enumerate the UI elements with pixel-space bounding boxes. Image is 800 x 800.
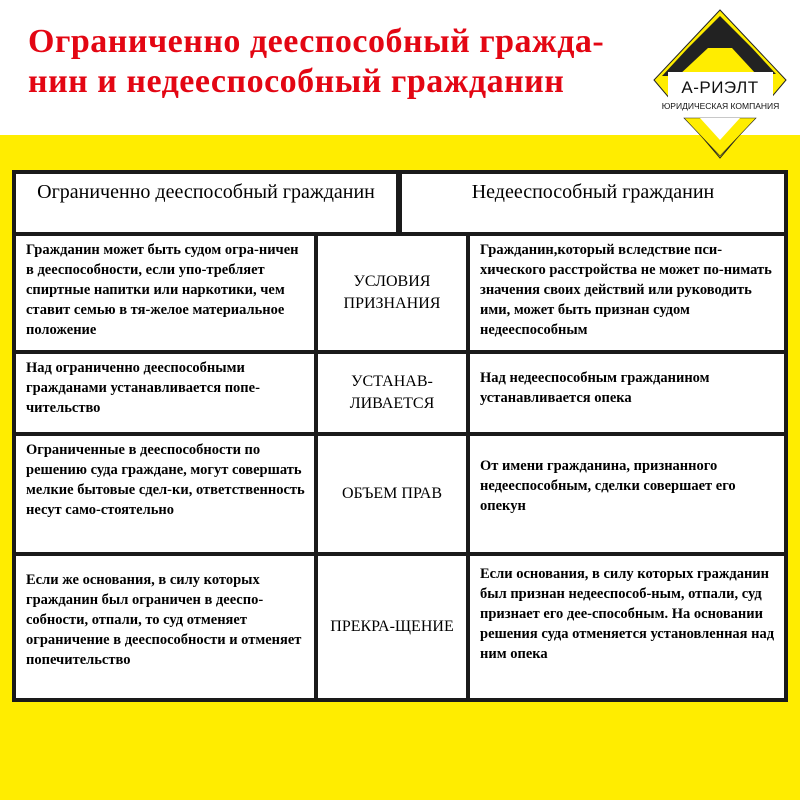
- company-logo: [648, 8, 793, 166]
- row-1-left: Гражданин может быть судом огра-ничен в дееспособности, если упо-требляет спиртные напитки или наркотики, чем ставит семью в тя-желое материальное положение: [16, 236, 314, 350]
- row-4-middle: ПРЕКРА-ЩЕНИЕ: [318, 556, 466, 698]
- logo-name: А-РИЭЛТ: [681, 78, 759, 97]
- header-left: Ограниченно дееспособный гражданин: [16, 174, 396, 232]
- row-2-right: Над недееспособным гражданином устанавливается опека: [470, 354, 784, 432]
- logo-subtitle: ЮРИДИЧЕСКАЯ КОМПАНИЯ: [661, 101, 780, 111]
- row-1-right: Гражданин,который вследствие пси-хического расстройства не может по-нимать значения своих действий или руководить ими, может быть признан судом недееспособным: [470, 236, 784, 350]
- comparison-table: [12, 170, 788, 702]
- header-right: Недееспособный гражданин: [402, 174, 784, 232]
- row-4-right: Если основания, в силу которых гражданин был признан недееспособ-ным, отпали, суд признает его дее-способным. На основании решения суда отменяется установленная над ним опека: [470, 556, 784, 698]
- header: [0, 0, 800, 135]
- row-3-left: Ограниченные в дееспособности по решению суда граждане, могут совершать мелкие бытовые сдел-ки, ответственность несут само-стоятельно: [16, 436, 314, 552]
- row-1-middle: УСЛОВИЯ ПРИЗНАНИЯ: [318, 236, 466, 350]
- row-4-left: Если же основания, в силу которых гражданин был ограничен в дееспо-собности, отпали, то суд отменяет ограничение в дееспособности и отменяет попечительство: [16, 556, 314, 698]
- row-2-left: Над ограниченно дееспособными гражданами устанавливается попе-чительство: [16, 354, 314, 432]
- row-3-middle: ОБЪЕМ ПРАВ: [318, 436, 466, 552]
- page-title: Ограниченно дееспособный гражда- нин и недееспособный гражданин: [28, 23, 605, 100]
- row-2-middle: УСТАНАВ-ЛИВАЕТСЯ: [318, 354, 466, 432]
- row-3-right: От имени гражданина, признанного недееспособным, сделки совершает его опекун: [470, 436, 784, 552]
